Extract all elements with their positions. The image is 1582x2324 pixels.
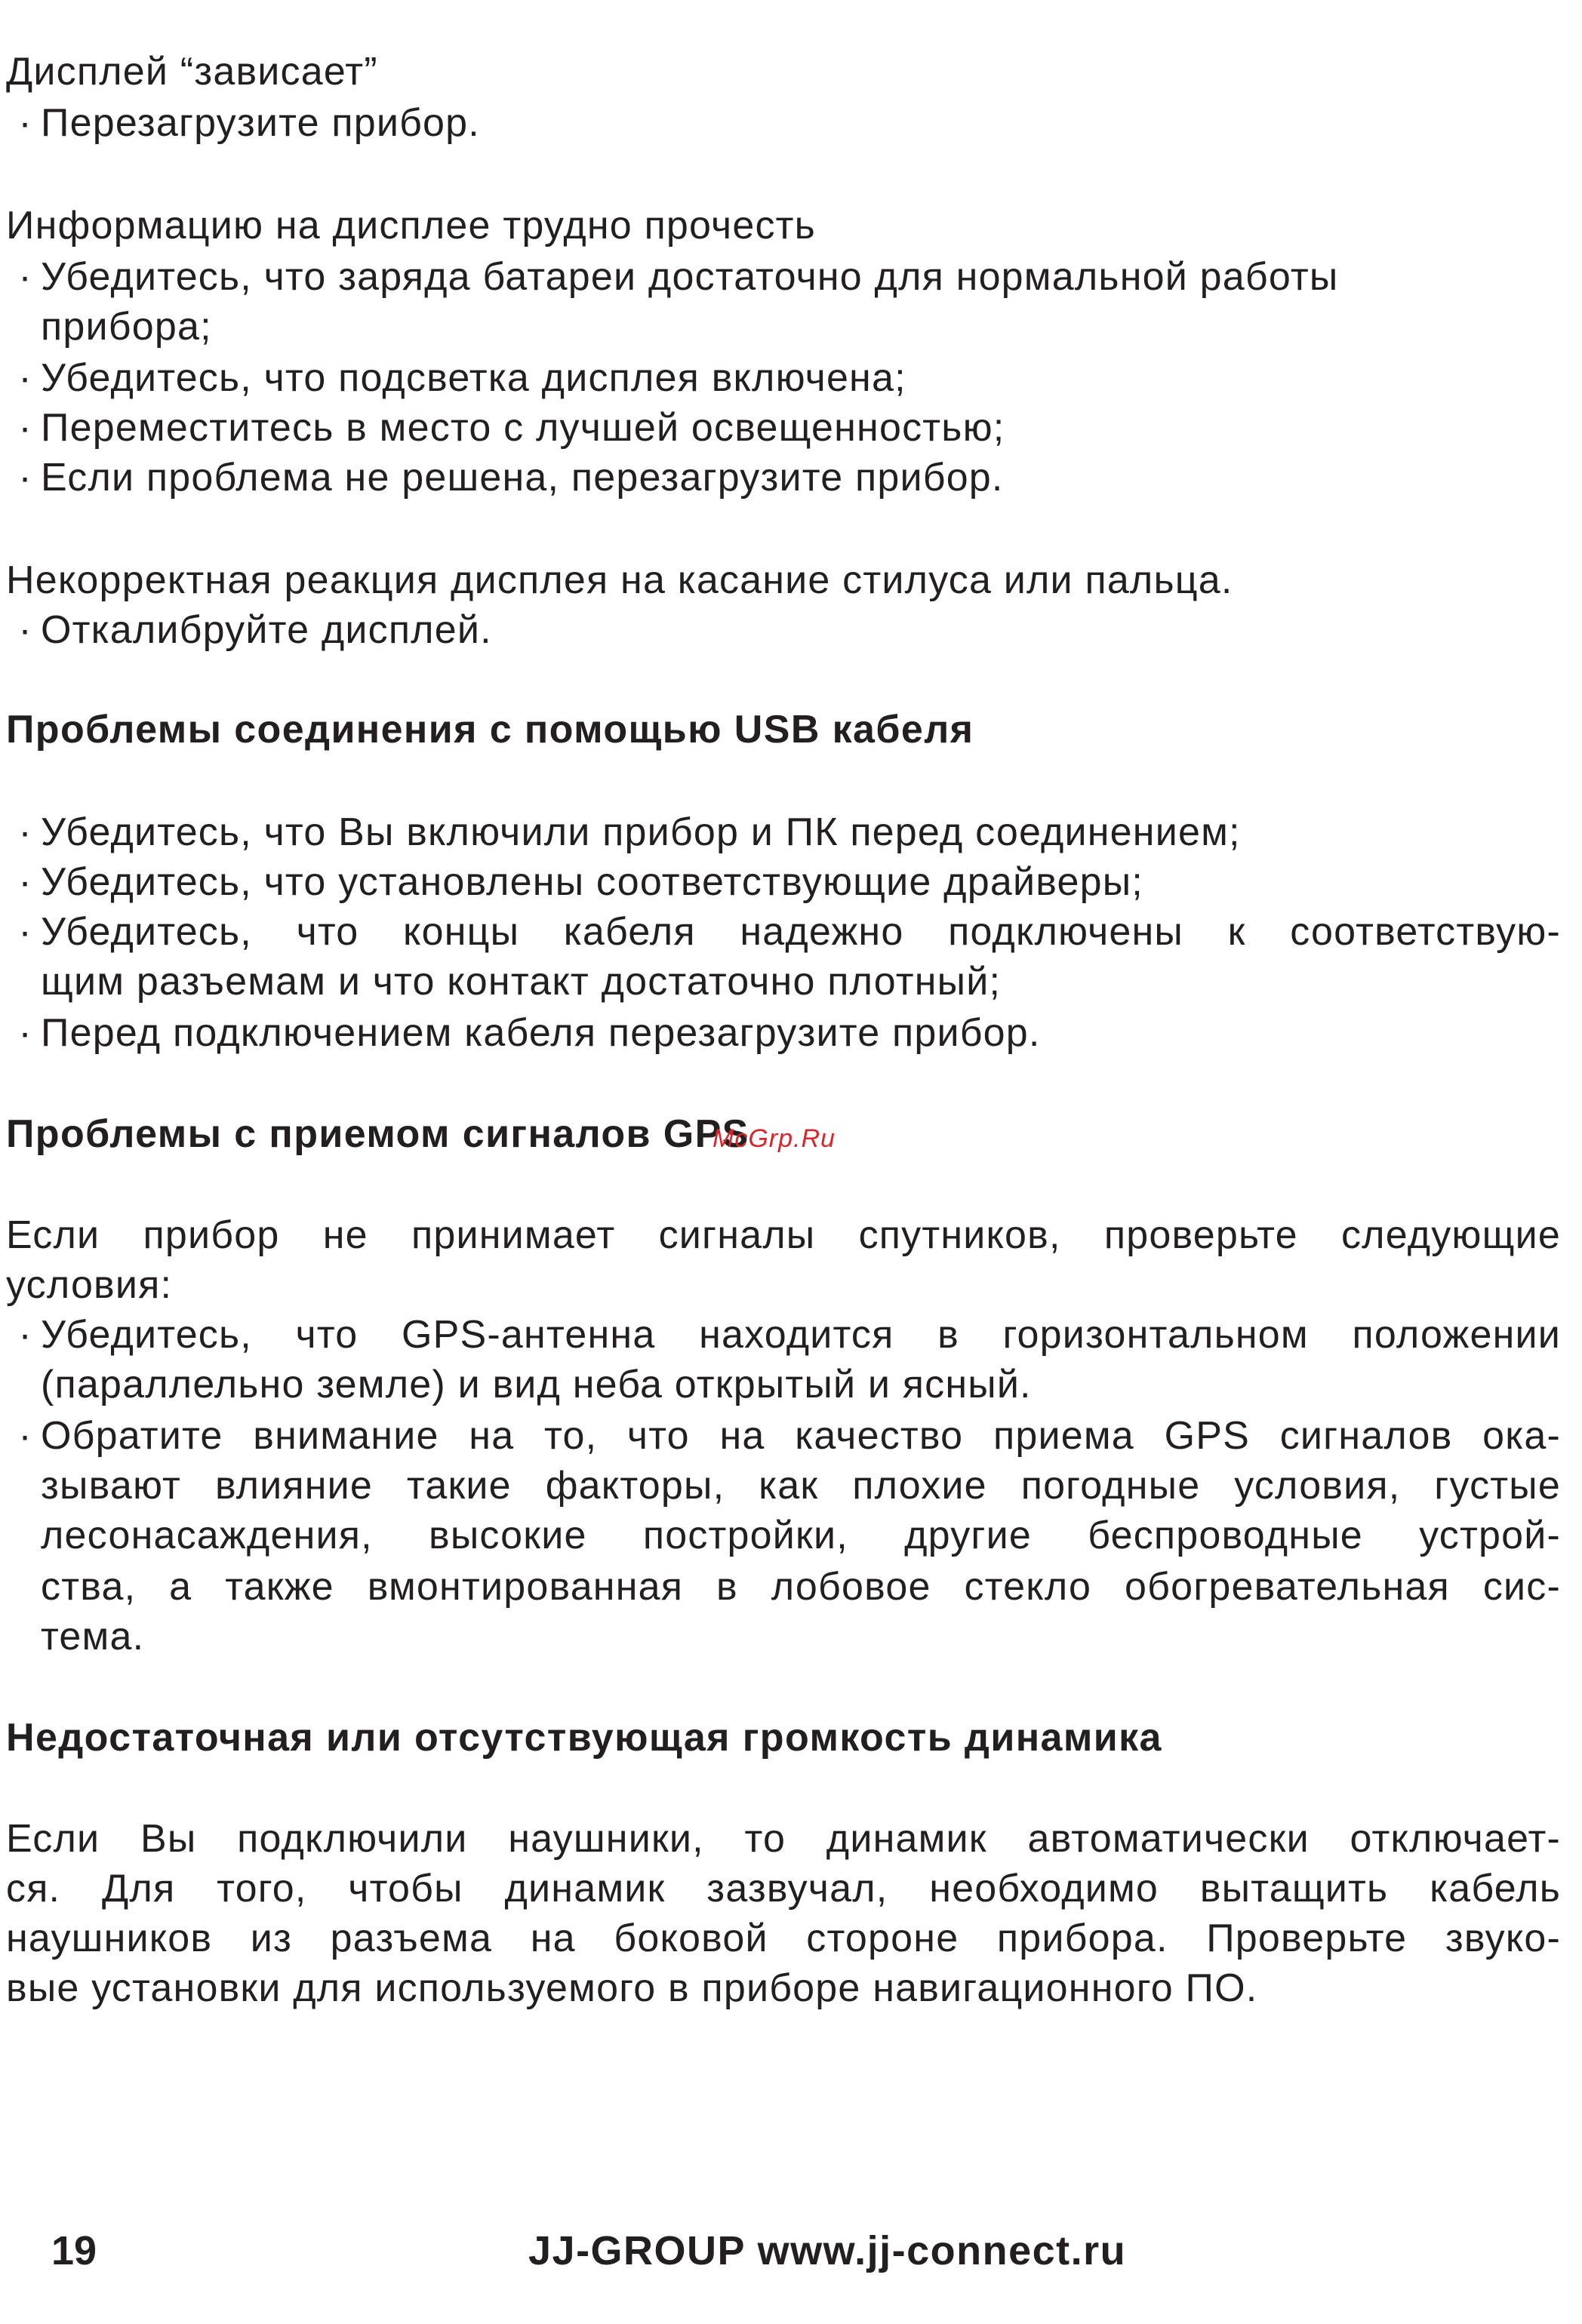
section-title-touch: Некорректная реакция дисплея на касание стилуса или пальца. xyxy=(6,558,1233,602)
bullet-item: Убедитесь, что Вы включили прибор и ПК перед соединением; xyxy=(41,810,1241,854)
heading-usb: Проблемы соединения с помощью USB кабеля xyxy=(6,708,974,752)
bullet-item: Убедитесь, что концы кабеля надежно подключены к соответствую- xyxy=(41,910,1561,954)
paragraph-line: наушников из разъема на боковой стороне прибора. Проверьте звуко- xyxy=(6,1917,1561,1960)
watermark: McGrp.Ru xyxy=(713,1124,836,1153)
bullet-item: Перед подключением кабеля перезагрузите прибор. xyxy=(41,1011,1041,1055)
bullet-dot: · xyxy=(18,910,32,954)
bullet-item: Убедитесь, что заряда батареи достаточно для нормальной работы xyxy=(41,255,1339,299)
bullet-dot: · xyxy=(18,255,32,299)
bullet-item-continuation: прибора; xyxy=(41,305,212,349)
bullet-dot: · xyxy=(18,1011,32,1055)
bullet-dot: · xyxy=(18,860,32,904)
bullet-item-continuation: лесонасаждения, высокие постройки, другие беспроводные устрой- xyxy=(41,1514,1561,1557)
heading-gps: Проблемы с приемом сигналов GPS xyxy=(6,1112,749,1156)
paragraph-line: Если Вы подключили наушники, то динамик автоматически отключает- xyxy=(6,1817,1561,1861)
footer-brand: JJ-GROUP www.jj-connect.ru xyxy=(528,2228,1127,2273)
bullet-item: Откалибруйте дисплей. xyxy=(41,608,492,652)
bullet-item-continuation: (параллельно земле) и вид неба открытый и ясный. xyxy=(41,1363,1032,1406)
bullet-dot: · xyxy=(18,456,32,500)
section-title-hard-to-read: Информацию на дисплее трудно прочесть xyxy=(6,204,816,247)
heading-speaker: Недостаточная или отсутствующая громкость динамика xyxy=(6,1716,1162,1760)
bullet-dot: · xyxy=(18,1313,32,1357)
bullet-item: Убедитесь, что подсветка дисплея включена; xyxy=(41,356,906,400)
paragraph-line: ся. Для того, чтобы динамик зазвучал, необходимо вытащить кабель xyxy=(6,1867,1561,1911)
bullet-item-continuation: щим разъемам и что контакт достаточно плотный; xyxy=(41,960,1002,1004)
paragraph-line: вые установки для используемого в приборе навигационного ПО. xyxy=(6,1966,1258,2010)
bullet-item-continuation: зывают влияние такие факторы, как плохие погодные условия, густые xyxy=(41,1464,1561,1508)
bullet-item-continuation: тема. xyxy=(41,1615,145,1658)
paragraph-line: условия: xyxy=(6,1263,173,1307)
section-title-display-freeze: Дисплей “зависает” xyxy=(6,50,378,94)
paragraph-line: Если прибор не принимает сигналы спутников, проверьте следующие xyxy=(6,1213,1561,1257)
bullet-item: Если проблема не решена, перезагрузите прибор. xyxy=(41,456,1004,500)
bullet-dot: · xyxy=(18,1414,32,1458)
page-number: 19 xyxy=(51,2228,97,2273)
bullet-item: Перезагрузите прибор. xyxy=(41,101,480,145)
bullet-item: Убедитесь, что GPS-антенна находится в горизонтальном положении xyxy=(41,1313,1561,1357)
bullet-dot: · xyxy=(18,101,32,145)
bullet-dot: · xyxy=(18,406,32,450)
bullet-item: Переместитесь в место с лучшей освещенностью; xyxy=(41,406,1005,450)
bullet-item: Убедитесь, что установлены соответствующие драйверы; xyxy=(41,860,1143,904)
bullet-item: Обратите внимание на то, что на качество приема GPS сигналов ока- xyxy=(41,1414,1561,1458)
bullet-dot: · xyxy=(18,810,32,854)
bullet-dot: · xyxy=(18,608,32,652)
bullet-dot: · xyxy=(18,356,32,400)
bullet-item-continuation: ства, а также вмонтированная в лобовое стекло обогревательная сис- xyxy=(41,1565,1561,1609)
